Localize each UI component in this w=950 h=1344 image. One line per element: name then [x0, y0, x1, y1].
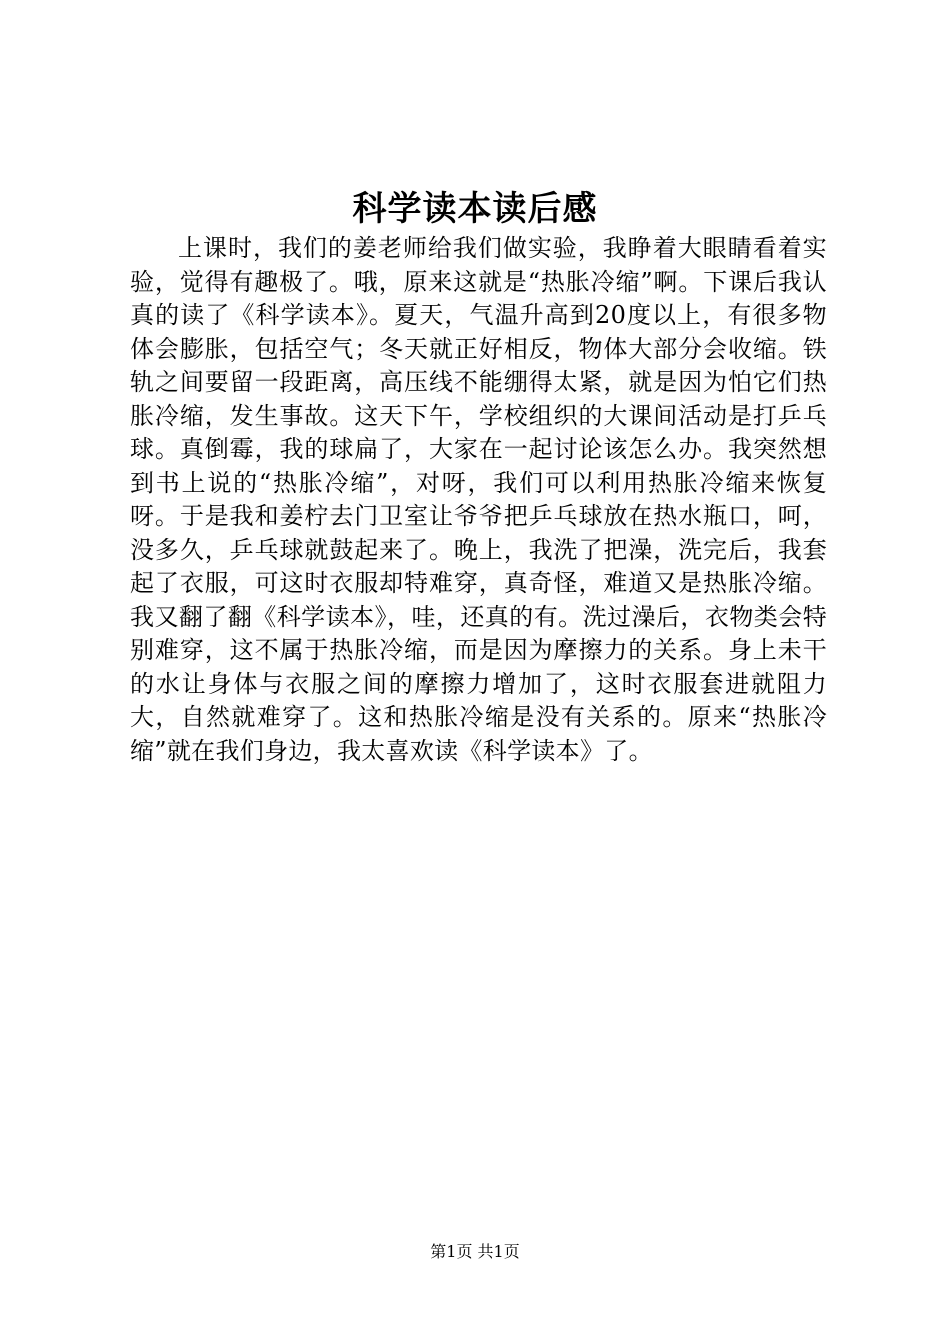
body-paragraph: 上课时，我们的姜老师给我们做实验，我睁着大眼睛看着实验，觉得有趣极了。哦，原来这就是“热胀冷缩”啊。下课后我认真的读了《科学读本》。夏天，气温升高到20度以上，有很多物体会膨胀，包括空气；冬天就正好相反，物体大部分会收缩。铁轨之间要留一段距离，高压线不能绷得太紧，就是因为怕它们热胀冷缩，发生事故。这天下午，学校组织的大课间活动是打乒乓球。真倒霉，我的球扁了，大家在一起讨论该怎么办。我突然想到书上说的“热胀冷缩”，对呀，我们可以利用热胀冷缩来恢复呀。于是我和姜柠去门卫室让爷爷把乒乓球放在热水瓶口，呵，没多久，乒乓球就鼓起来了。晚上，我洗了把澡，洗完后，我套起了衣服，可这时衣服却特难穿，真奇怪，难道又是热胀冷缩。我又翻了翻《科学读本》，哇，还真的有。洗过澡后，衣物类会特别难穿，这不属于热胀冷缩，而是因为摩擦力的关系。身上未干的水让身体与衣服之间的摩擦力增加了，这时衣服套进就阻力大，自然就难穿了。这和热胀冷缩是没有关系的。原来“热胀冷缩”就在我们身边，我太喜欢读《科学读本》了。 [130, 234, 827, 765]
page-number-footer: 第1页 共1页 [430, 1242, 520, 1261]
document-title: 科学读本读后感 [352, 189, 598, 229]
